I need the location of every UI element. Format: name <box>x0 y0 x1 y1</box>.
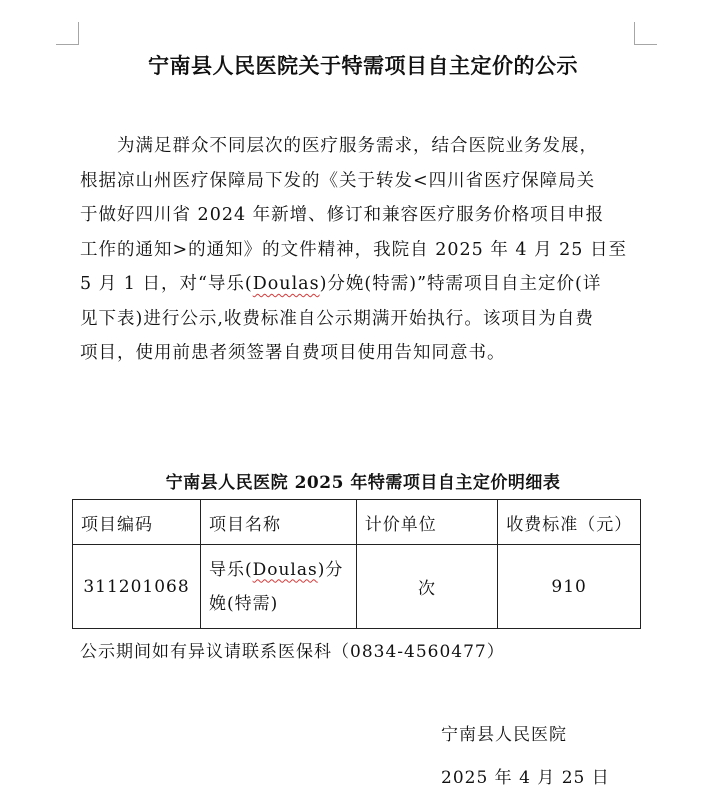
page-corner-mark-top-left <box>56 22 79 45</box>
signature-date: 2025 年 4 月 25 日 <box>441 768 610 788</box>
paragraph-line: 于做好四川省 2024 年新增、修订和兼容医疗服务价格项目申报 <box>80 205 605 225</box>
paragraph-line: 为满足群众不同层次的医疗服务需求，结合医院业务发展， <box>117 136 598 156</box>
paragraph-line: 工作的通知>的通知》的文件精神，我院自 2025 年 4 月 25 日至 <box>80 239 627 260</box>
paragraph-text: )分娩(特需)”特需项目自主定价(详 <box>319 274 602 294</box>
paragraph-line: 见下表)进行公示,收费标准自公示期满开始执行。该项目为自费 <box>80 308 594 329</box>
spellcheck-word: Doulas <box>252 559 318 580</box>
paragraph-line <box>80 267 640 302</box>
cell-text: 娩(特需) <box>208 593 279 614</box>
cell-fee-standard: 910 <box>498 545 641 629</box>
objection-notice: 公示期间如有异议请联系医保科（0834-4560477） <box>80 642 505 662</box>
fee-table <box>72 499 641 629</box>
header-item-code: 项目编码 <box>73 500 201 545</box>
document-title: 宁南县人民医院关于特需项目自主定价的公示 <box>148 54 578 78</box>
cell-text: )分 <box>317 559 344 580</box>
table-title: 宁南县人民医院 2025 年特需项目自主定价明细表 <box>165 473 561 493</box>
paragraph-line: 项目，使用前患者须签署自费项目使用告知同意书。 <box>80 343 506 363</box>
header-item-name: 项目名称 <box>200 500 356 545</box>
page-corner-mark-top-right <box>634 22 657 45</box>
paragraph-line: 根据凉山州医疗保障局下发的《关于转发<四川省医疗保障局关 <box>80 170 596 191</box>
header-pricing-unit: 计价单位 <box>356 500 498 545</box>
paragraph-text: 5 月 1 日，对“导乐( <box>80 274 253 294</box>
cell-item-code: 311201068 <box>73 545 201 629</box>
table-row <box>73 545 641 629</box>
cell-pricing-unit: 次 <box>356 545 498 629</box>
announcement-paragraph <box>80 129 640 371</box>
cell-text: 导乐( <box>208 559 253 580</box>
cell-item-name <box>200 545 356 629</box>
signature-organization: 宁南县人民医院 <box>441 725 567 745</box>
table-header-row <box>73 500 641 545</box>
spellcheck-word: Doulas <box>252 274 320 294</box>
header-fee-standard: 收费标准（元） <box>498 500 641 545</box>
